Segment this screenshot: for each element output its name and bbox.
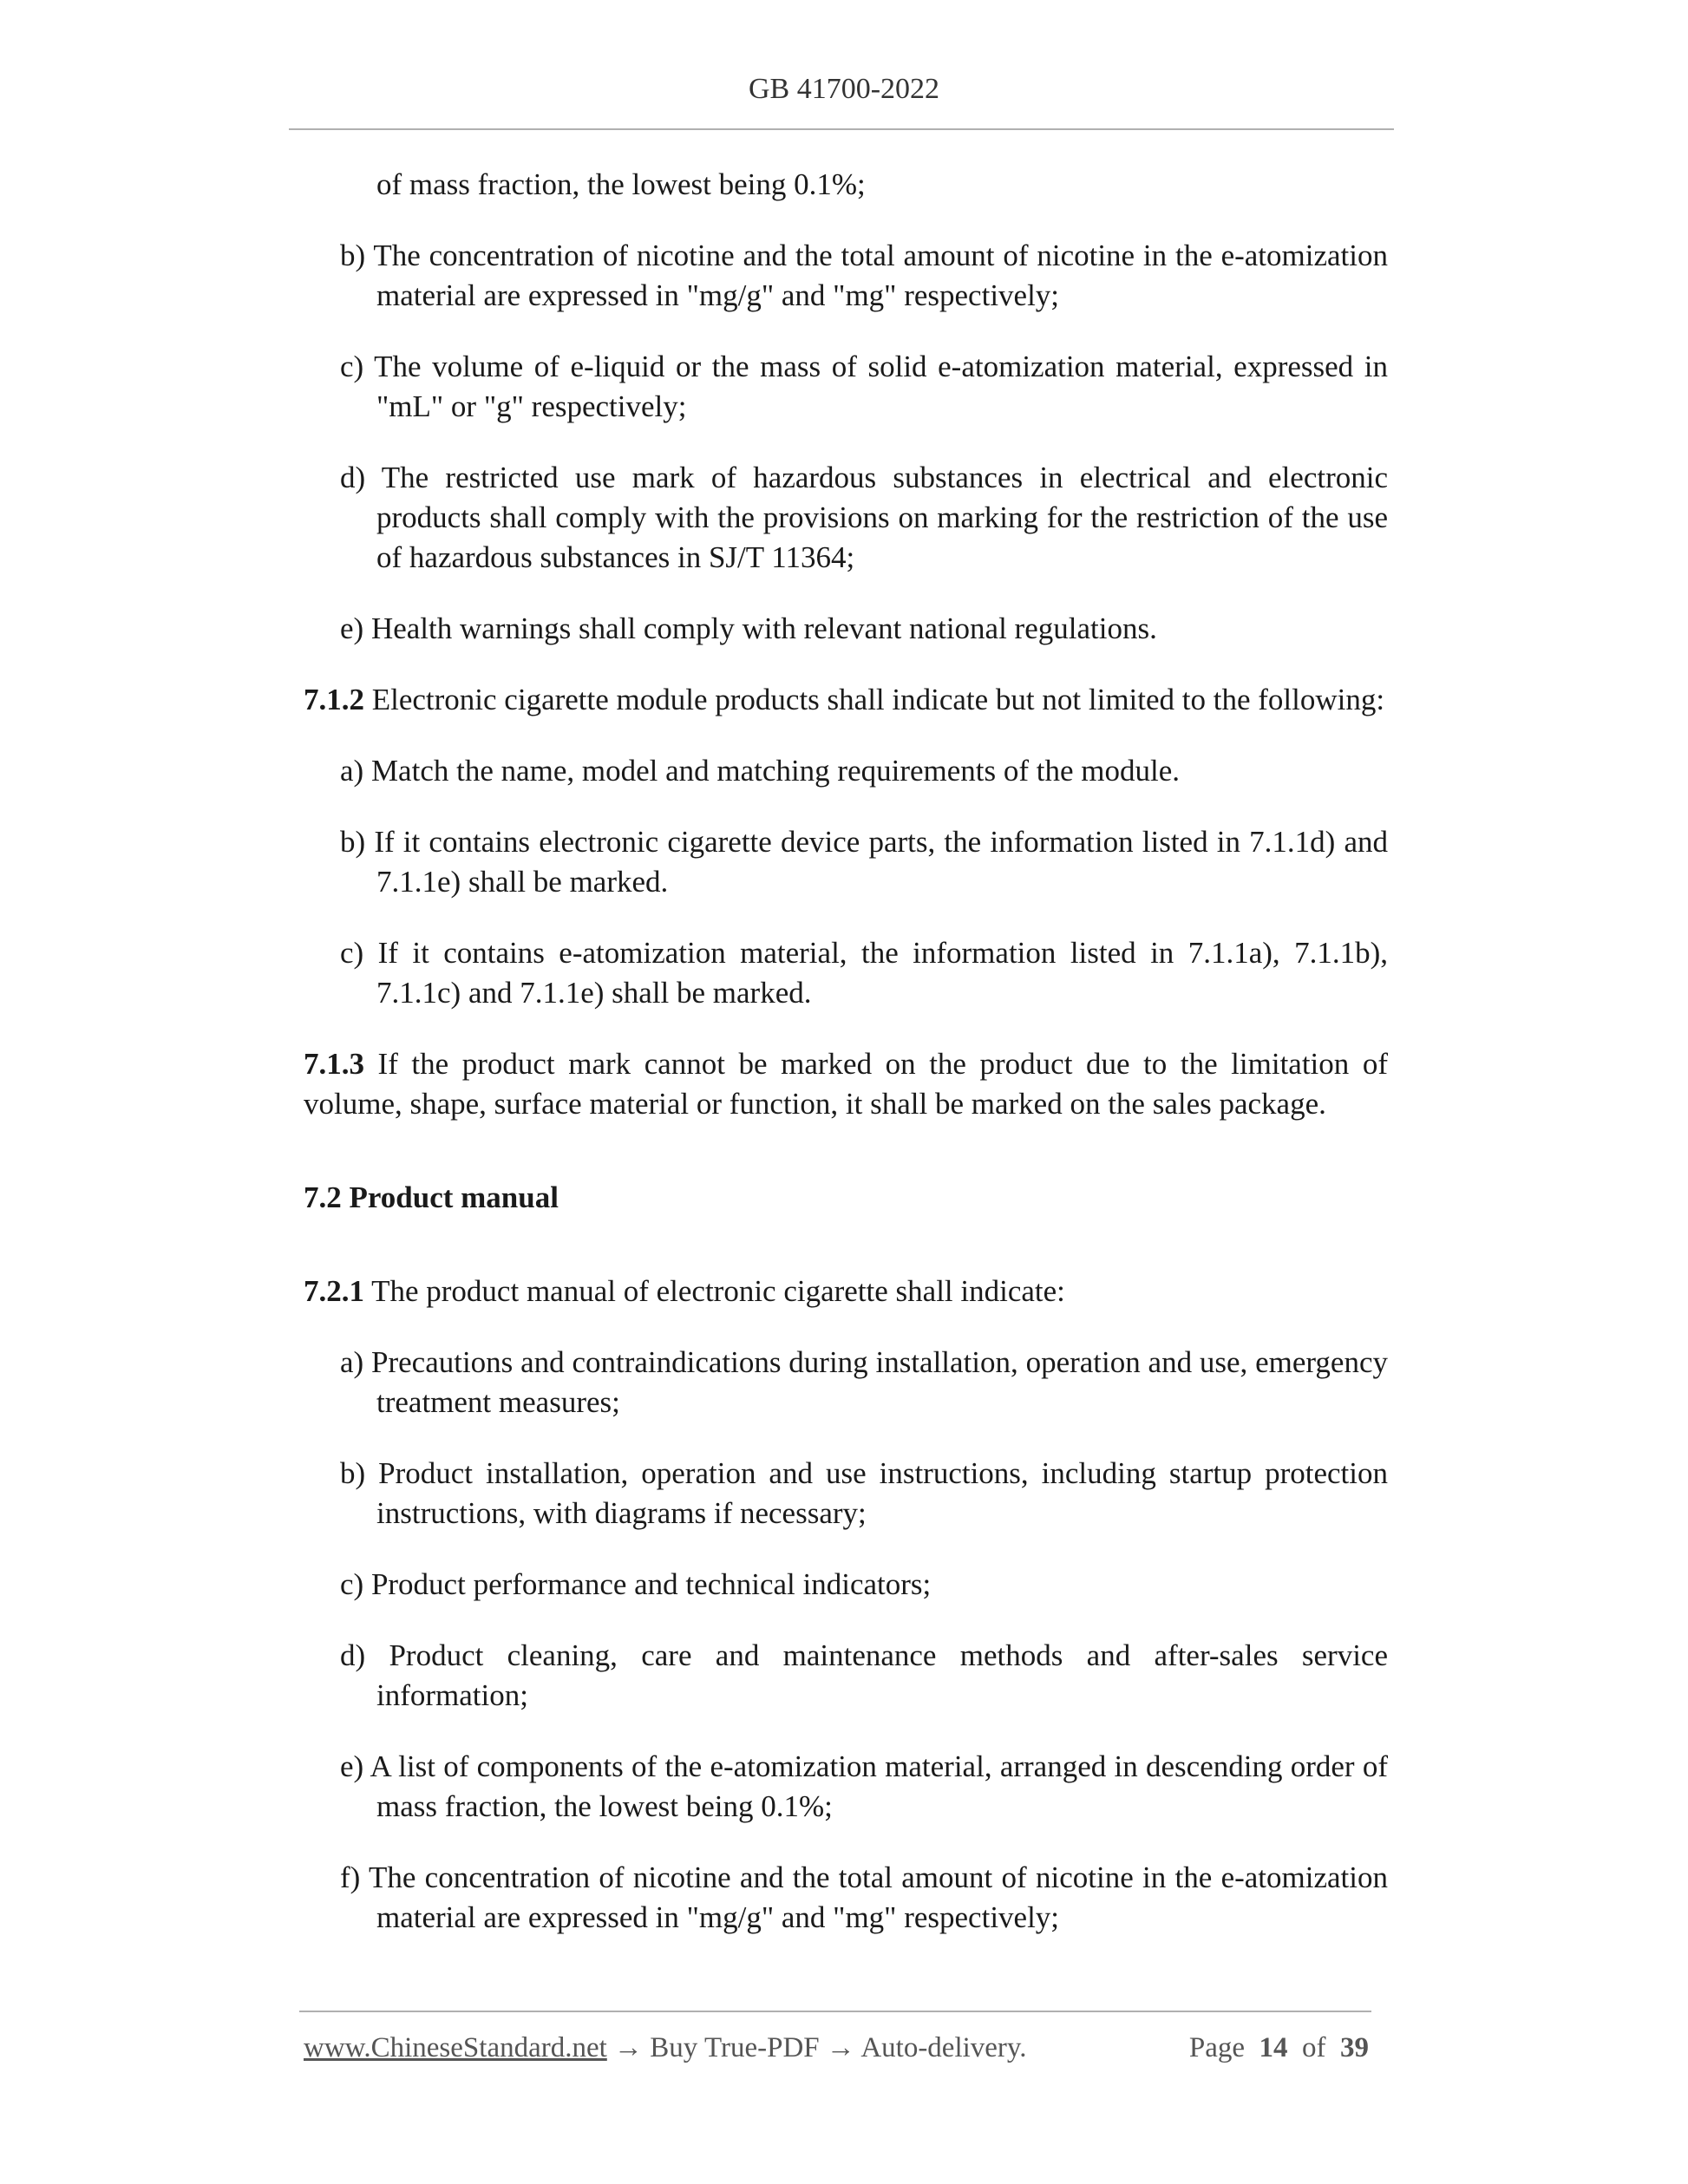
delivery-text: Auto-delivery. [860, 2032, 1027, 2063]
list-item: d) Product cleaning, care and maintenance methods and after-sales service information; [340, 1638, 1388, 1712]
of-label: of [1302, 2032, 1326, 2063]
page-number [1189, 2032, 1369, 2064]
clause-number: 7.1.3 [304, 1047, 364, 1081]
clause-number: 7.1.2 [304, 683, 364, 716]
list-item: b) Product installation, operation and use instructions, including startup protection instructions, with diagrams if necessary; [340, 1456, 1388, 1530]
list-item: c) Product performance and technical indicators; [340, 1567, 932, 1601]
list-item: d) The restricted use mark of hazardous substances in electrical and electronic products shall comply with the provisions on marking for the restriction of the use of hazardous substances in SJ/T 11364; [340, 461, 1388, 574]
arrow-icon: → [826, 2032, 855, 2063]
page-header: GB 41700-2022 [748, 73, 940, 105]
list-item: c) The volume of e-liquid or the mass of solid e-atomization material, expressed in "mL" or "g" respectively; [340, 350, 1388, 423]
list-item: b) If it contains electronic cigarette device parts, the information listed in 7.1.1d) and 7.1.1e) shall be marked. [340, 825, 1388, 899]
clause-number: 7.2.1 [304, 1274, 364, 1308]
total-pages: 39 [1340, 2032, 1369, 2063]
page-label: Page [1188, 2032, 1245, 2063]
clause-text: If the product mark cannot be marked on the product due to the limitation of volume, shape, surface material or function, it shall be marked on the sales package. [304, 1047, 1388, 1121]
list-item: a) Precautions and contraindications during installation, operation and use, emergency treatment measures; [340, 1345, 1388, 1419]
buy-text: Buy True-PDF [650, 2032, 820, 2063]
clause-7-2-1 [304, 1272, 1388, 1311]
website-link[interactable]: www.ChineseStandard.net [304, 2032, 607, 2063]
list-item: f) The concentration of nicotine and the total amount of nicotine in the e-atomization material are expressed in "mg/g" and "mg" respectively; [340, 1860, 1388, 1934]
header-rule [289, 128, 1394, 130]
footer-rule [299, 2011, 1371, 2012]
document-body [304, 165, 1388, 1969]
section-heading: 7.2 Product manual [304, 1180, 559, 1214]
footer-promo [304, 2032, 1027, 2064]
list-item: a) Match the name, model and matching requirements of the module. [340, 754, 1181, 788]
list-item-continuation: of mass fraction, the lowest being 0.1%; [376, 167, 866, 201]
current-page: 14 [1259, 2032, 1288, 2063]
list-item: e) Health warnings shall comply with relevant national regulations. [340, 611, 1157, 645]
clause-text: Electronic cigarette module products shall indicate but not limited to the following: [364, 683, 1385, 716]
list-item: b) The concentration of nicotine and the total amount of nicotine in the e-atomization material are expressed in "mg/g" and "mg" respectively; [340, 239, 1388, 312]
list-item: e) A list of components of the e-atomization material, arranged in descending order of mass fraction, the lowest being 0.1%; [340, 1749, 1388, 1823]
clause-7-1-3 [304, 1044, 1388, 1124]
clause-7-1-2 [304, 680, 1388, 720]
list-item: c) If it contains e-atomization material, the information listed in 7.1.1a), 7.1.1b), 7.1.1c) and 7.1.1e) shall be marked. [340, 936, 1388, 1010]
clause-text: The product manual of electronic cigarette shall indicate: [364, 1274, 1065, 1308]
arrow-icon: → [614, 2032, 644, 2063]
